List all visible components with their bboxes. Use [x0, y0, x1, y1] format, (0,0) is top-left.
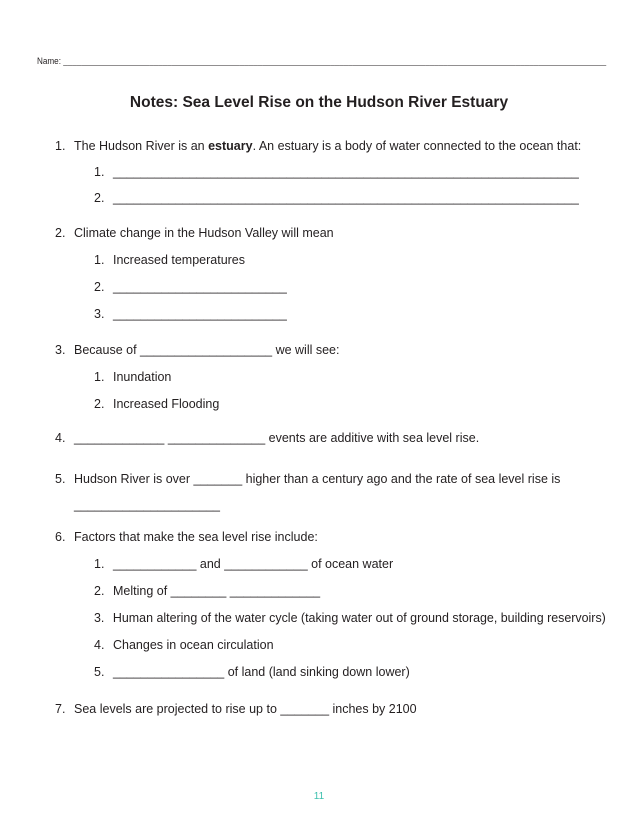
item-5-continuation-blank[interactable]: _____________________	[74, 498, 220, 512]
sub-item-3-1	[94, 370, 171, 384]
sub-item-3-2	[94, 397, 219, 411]
sub-item-number: 3.	[94, 307, 105, 321]
sub-item-2-2[interactable]	[94, 280, 287, 294]
sub-item-number: 2.	[94, 584, 105, 598]
item-number: 1.	[55, 139, 66, 153]
sub-item-text[interactable]: ________________ of land (land sinking down lower)	[113, 665, 410, 679]
sub-item-text: Increased Flooding	[113, 397, 220, 411]
sub-item-6-5[interactable]	[94, 665, 410, 679]
sub-item-text: Human altering of the water cycle (taking water out of ground storage, building reservoirs)	[112, 611, 606, 625]
item-text[interactable]: Because of ___________________ we will see:	[74, 343, 340, 357]
sub-item-6-1[interactable]	[94, 557, 393, 571]
item-text[interactable]: Sea levels are projected to rise up to _______ inches by 2100	[74, 702, 417, 716]
sub-item-2-1	[94, 253, 245, 267]
item-text[interactable]: Hudson River is over _______ higher than a century ago and the rate of sea level rise is	[74, 472, 561, 486]
sub-item-number: 1.	[94, 165, 105, 179]
page-title: Notes: Sea Level Rise on the Hudson River Estuary	[129, 94, 509, 111]
sub-item-2-3[interactable]	[94, 307, 287, 321]
blank-line[interactable]: ___________________________________________________________________	[113, 191, 579, 205]
item-text: The Hudson River is an	[74, 139, 209, 153]
list-item-2	[55, 226, 334, 240]
list-item-3[interactable]	[55, 343, 340, 357]
sub-item-1-1[interactable]	[94, 165, 579, 179]
item-text[interactable]: _____________ ______________ events are additive with sea level rise.	[74, 431, 480, 445]
sub-item-6-3	[94, 611, 606, 625]
sub-item-number: 5.	[94, 665, 105, 679]
sub-item-number: 2.	[94, 191, 105, 205]
list-item-4[interactable]	[55, 431, 479, 445]
item-number: 3.	[55, 343, 66, 357]
item-number: 5.	[55, 472, 66, 486]
blank-line[interactable]: _________________________	[113, 280, 287, 294]
sub-item-text[interactable]: ____________ and ____________ of ocean water	[113, 557, 394, 571]
sub-item-6-4	[94, 638, 274, 652]
sub-item-number: 3.	[94, 611, 105, 625]
item-text: Factors that make the sea level rise include:	[74, 530, 318, 544]
sub-item-1-2[interactable]	[94, 191, 579, 205]
sub-item-number: 1.	[94, 370, 105, 384]
item-number: 7.	[55, 702, 66, 716]
sub-item-6-2[interactable]	[94, 584, 320, 598]
list-item-1	[55, 139, 581, 153]
list-item-7[interactable]	[55, 702, 417, 716]
blank-line[interactable]: ___________________________________________________________________	[113, 165, 579, 179]
sub-item-number: 4.	[94, 638, 105, 652]
name-field-line[interactable]: Name: ________________________________________________________________________________________________________________________	[37, 56, 607, 66]
sub-item-text[interactable]: Melting of ________ _____________	[113, 584, 321, 598]
item-number: 6.	[55, 530, 66, 544]
sub-item-number: 2.	[94, 280, 105, 294]
list-item-6	[55, 530, 318, 544]
blank-line[interactable]: _________________________	[113, 307, 287, 321]
page-number: 11	[313, 791, 325, 802]
item-number: 4.	[55, 431, 66, 445]
item-text: Climate change in the Hudson Valley will mean	[74, 226, 334, 240]
item-text-end: . An estuary is a body of water connected to the ocean that:	[252, 139, 582, 153]
sub-item-number: 1.	[94, 557, 105, 571]
sub-item-text: Inundation	[113, 370, 172, 384]
sub-item-text: Changes in ocean circulation	[113, 638, 274, 652]
bold-term: estuary	[208, 139, 253, 153]
sub-item-text: Increased temperatures	[113, 253, 246, 267]
sub-item-number: 2.	[94, 397, 105, 411]
item-number: 2.	[55, 226, 66, 240]
list-item-5[interactable]	[55, 472, 560, 486]
sub-item-number: 1.	[94, 253, 105, 267]
